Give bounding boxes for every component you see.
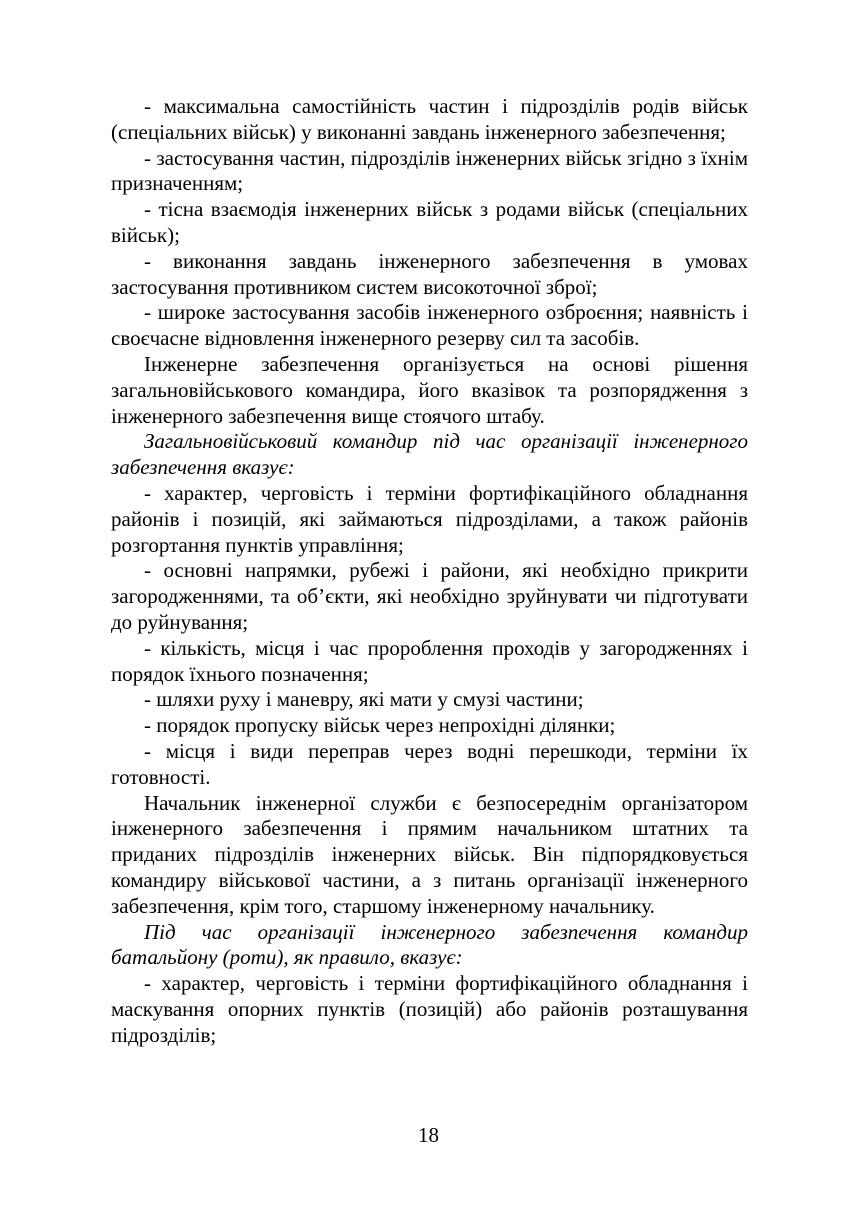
- paragraph-organization-basis: Інженерне забезпечення організується на основі рішення загальновійськового командира, його вказівок та розпорядження з інженерного забезпечення вище стоячого штабу.: [111, 351, 748, 428]
- list-item-engineer-equipment: - широке застосування засобів інженерного озброєння; наявність і своєчасне відновлення інженерного резерву сил та засобів.: [111, 300, 748, 351]
- paragraph-chief-engineer: Начальник інженерної служби є безпосереднім організатором інженерного забезпечення і прямим начальником штатних та приданих підрозділів інженерних військ. Він підпорядковується командиру військової частини, а з питань організації інженерного забезпечення, крім того, старшому інженерному начальнику.: [111, 790, 748, 918]
- list-item-autonomy: - максимальна самостійність частин і підрозділів родів військ (спеціальних військ) у виконанні завдань інженерного забезпечення;: [111, 94, 748, 144]
- list-item-fortification: - характер, черговість і терміни фортифікаційного обладнання районів і позицій, які займаються підрозділами, а також районів розгортання пунктів управління;: [111, 480, 748, 557]
- list-item-precision-weapons: - виконання завдань інженерного забезпечення в умовах застосування противником систем високоточної зброї;: [111, 248, 748, 299]
- list-item-crossings: - місця і види переправ через водні перешкоди, терміни їх готовності.: [111, 738, 748, 789]
- list-item-impassable-areas: - порядок пропуску військ через непрохідні ділянки;: [144, 713, 616, 738]
- list-item-routes: - шляхи руху і маневру, які мати у смузі частини;: [144, 687, 584, 712]
- page-body: [111, 94, 748, 1048]
- list-item-fortification-battalion: - характер, черговість і терміни фортифікаційного обладнання і маскування опорних пунктів (позицій) або районів розташування підрозділів;: [111, 971, 748, 1047]
- list-item-passages: - кількість, місця і час пророблення проходів у загородженнях і порядок їхнього позначення;: [111, 635, 748, 686]
- list-item-obstacles: - основні напрямки, рубежі і райони, які необхідно прикрити загородженнями, та об’єкти, які необхідно зруйнувати чи підготувати до руйнування;: [111, 558, 748, 634]
- page-number: 18: [418, 1123, 439, 1147]
- subheading-battalion-commander: Під час організації інженерного забезпечення командир батальйону (роти), як правило, вказує:: [111, 919, 748, 970]
- subheading-commander-indicates: Загальновійськовий командир під час організації інженерного забезпечення вказує:: [111, 429, 748, 480]
- list-item-engineer-units-use: - застосування частин, підрозділів інженерних військ згідно з їхнім призначенням;: [111, 145, 748, 196]
- list-item-cooperation: - тісна взаємодія інженерних військ з родами військ (спеціальних військ);: [111, 197, 748, 247]
